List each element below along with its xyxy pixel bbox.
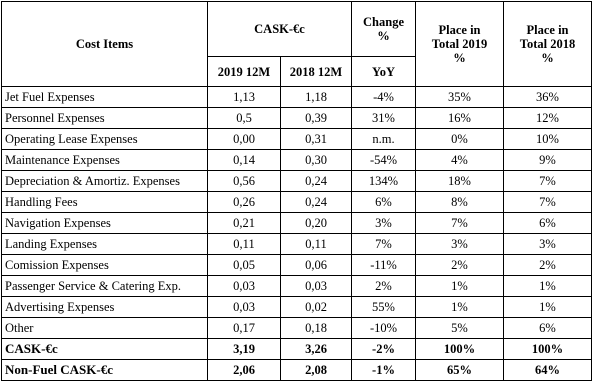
cask-2018-cell: 0,31 bbox=[281, 129, 352, 150]
place-2019-cell: 8% bbox=[416, 192, 504, 213]
change-yoy-cell: 3% bbox=[352, 213, 416, 234]
change-yoy-cell: 7% bbox=[352, 234, 416, 255]
table-row bbox=[2, 276, 592, 297]
place-2018-cell: 7% bbox=[504, 192, 592, 213]
cask-2018-cell: 0,30 bbox=[281, 150, 352, 171]
table-row bbox=[2, 318, 592, 339]
change-yoy-cell: -54% bbox=[352, 150, 416, 171]
cask-2019-cell: 1,13 bbox=[208, 87, 281, 108]
place-2019-cell: 4% bbox=[416, 150, 504, 171]
place-2018-cell: 1% bbox=[504, 297, 592, 318]
table-row bbox=[2, 192, 592, 213]
cost-item-cell: Landing Expenses bbox=[2, 234, 208, 255]
cask-2019-cell: 0,05 bbox=[208, 255, 281, 276]
cask-2018-cell: 0,39 bbox=[281, 108, 352, 129]
cost-item-cell: Non-Fuel CASK-€c bbox=[2, 360, 208, 381]
cask-2018-cell: 2,08 bbox=[281, 360, 352, 381]
place-2019-cell: 65% bbox=[416, 360, 504, 381]
cask-2018-cell: 0,06 bbox=[281, 255, 352, 276]
table-row bbox=[2, 213, 592, 234]
header-change-line2: % bbox=[377, 29, 390, 43]
header-2018-12m: 2018 12M bbox=[281, 57, 352, 87]
place-2019-cell: 5% bbox=[416, 318, 504, 339]
cask-2019-cell: 0,00 bbox=[208, 129, 281, 150]
change-yoy-cell: n.m. bbox=[352, 129, 416, 150]
cask-2018-cell: 0,11 bbox=[281, 234, 352, 255]
header-place-2019-line2: Total 2019 bbox=[431, 37, 488, 51]
header-change-line1: Change bbox=[363, 15, 404, 29]
table-row bbox=[2, 171, 592, 192]
cask-2018-cell: 0,02 bbox=[281, 297, 352, 318]
change-yoy-cell: 55% bbox=[352, 297, 416, 318]
header-place-2018-line1: Place in bbox=[526, 23, 569, 37]
place-2018-cell: 64% bbox=[504, 360, 592, 381]
place-2018-cell: 6% bbox=[504, 213, 592, 234]
change-yoy-cell: 31% bbox=[352, 108, 416, 129]
cost-item-cell: Handling Fees bbox=[2, 192, 208, 213]
cost-item-cell: Depreciation & Amortiz. Expenses bbox=[2, 171, 208, 192]
place-2019-cell: 16% bbox=[416, 108, 504, 129]
cost-item-cell: Jet Fuel Expenses bbox=[2, 87, 208, 108]
cask-2018-cell: 0,24 bbox=[281, 171, 352, 192]
change-yoy-cell: 134% bbox=[352, 171, 416, 192]
total-row-non-fuel-cask bbox=[2, 360, 592, 381]
header-place-2018-line2: Total 2018 bbox=[519, 37, 576, 51]
place-2019-cell: 0% bbox=[416, 129, 504, 150]
cost-item-cell: Passenger Service & Catering Exp. bbox=[2, 276, 208, 297]
header-cost-items: Cost Items bbox=[2, 2, 208, 87]
cost-item-cell: Personnel Expenses bbox=[2, 108, 208, 129]
change-yoy-cell: -11% bbox=[352, 255, 416, 276]
change-yoy-cell: -2% bbox=[352, 339, 416, 360]
place-2018-cell: 2% bbox=[504, 255, 592, 276]
cask-2019-cell: 0,14 bbox=[208, 150, 281, 171]
cask-2019-cell: 0,03 bbox=[208, 276, 281, 297]
header-2019-12m: 2019 12M bbox=[208, 57, 281, 87]
total-row-cask bbox=[2, 339, 592, 360]
table-row bbox=[2, 297, 592, 318]
change-yoy-cell: 2% bbox=[352, 276, 416, 297]
header-place-2019-line1: Place in bbox=[438, 23, 481, 37]
place-2019-cell: 7% bbox=[416, 213, 504, 234]
cask-2019-cell: 0,17 bbox=[208, 318, 281, 339]
change-yoy-cell: -1% bbox=[352, 360, 416, 381]
cask-2019-cell: 3,19 bbox=[208, 339, 281, 360]
place-2019-cell: 3% bbox=[416, 234, 504, 255]
cask-2019-cell: 0,03 bbox=[208, 297, 281, 318]
cask-2018-cell: 0,24 bbox=[281, 192, 352, 213]
cost-item-cell: Maintenance Expenses bbox=[2, 150, 208, 171]
table-row bbox=[2, 108, 592, 129]
header-cask-group: CASK-€c bbox=[208, 2, 352, 57]
place-2018-cell: 1% bbox=[504, 276, 592, 297]
cost-item-cell: Operating Lease Expenses bbox=[2, 129, 208, 150]
place-2019-cell: 2% bbox=[416, 255, 504, 276]
cost-item-cell: Comission Expenses bbox=[2, 255, 208, 276]
cask-2018-cell: 0,20 bbox=[281, 213, 352, 234]
change-yoy-cell: -4% bbox=[352, 87, 416, 108]
cask-2019-cell: 0,56 bbox=[208, 171, 281, 192]
place-2018-cell: 10% bbox=[504, 129, 592, 150]
table-body bbox=[2, 87, 592, 381]
cask-cost-table bbox=[1, 1, 592, 381]
place-2019-cell: 35% bbox=[416, 87, 504, 108]
place-2018-cell: 36% bbox=[504, 87, 592, 108]
header-place-2019 bbox=[416, 2, 504, 87]
header-change-yoy: YoY bbox=[352, 57, 416, 87]
cask-2018-cell: 3,26 bbox=[281, 339, 352, 360]
place-2019-cell: 18% bbox=[416, 171, 504, 192]
place-2019-cell: 1% bbox=[416, 297, 504, 318]
header-place-2019-line3: % bbox=[453, 51, 466, 65]
cost-item-cell: Navigation Expenses bbox=[2, 213, 208, 234]
header-place-2018 bbox=[504, 2, 592, 87]
place-2018-cell: 100% bbox=[504, 339, 592, 360]
table-row bbox=[2, 150, 592, 171]
place-2018-cell: 12% bbox=[504, 108, 592, 129]
place-2018-cell: 9% bbox=[504, 150, 592, 171]
table-row bbox=[2, 129, 592, 150]
table-row bbox=[2, 234, 592, 255]
cost-item-cell: Advertising Expenses bbox=[2, 297, 208, 318]
place-2018-cell: 3% bbox=[504, 234, 592, 255]
place-2019-cell: 1% bbox=[416, 276, 504, 297]
place-2019-cell: 100% bbox=[416, 339, 504, 360]
table-row bbox=[2, 87, 592, 108]
cask-2019-cell: 0,21 bbox=[208, 213, 281, 234]
cask-2019-cell: 2,06 bbox=[208, 360, 281, 381]
place-2018-cell: 7% bbox=[504, 171, 592, 192]
cost-item-cell: Other bbox=[2, 318, 208, 339]
place-2018-cell: 6% bbox=[504, 318, 592, 339]
cask-2019-cell: 0,11 bbox=[208, 234, 281, 255]
table-header bbox=[2, 2, 592, 87]
header-place-2018-line3: % bbox=[541, 51, 554, 65]
cask-2018-cell: 0,03 bbox=[281, 276, 352, 297]
cask-2018-cell: 0,18 bbox=[281, 318, 352, 339]
header-change bbox=[352, 2, 416, 57]
change-yoy-cell: -10% bbox=[352, 318, 416, 339]
cask-2018-cell: 1,18 bbox=[281, 87, 352, 108]
change-yoy-cell: 6% bbox=[352, 192, 416, 213]
cost-item-cell: CASK-€c bbox=[2, 339, 208, 360]
table-row bbox=[2, 255, 592, 276]
cask-2019-cell: 0,26 bbox=[208, 192, 281, 213]
cask-2019-cell: 0,5 bbox=[208, 108, 281, 129]
